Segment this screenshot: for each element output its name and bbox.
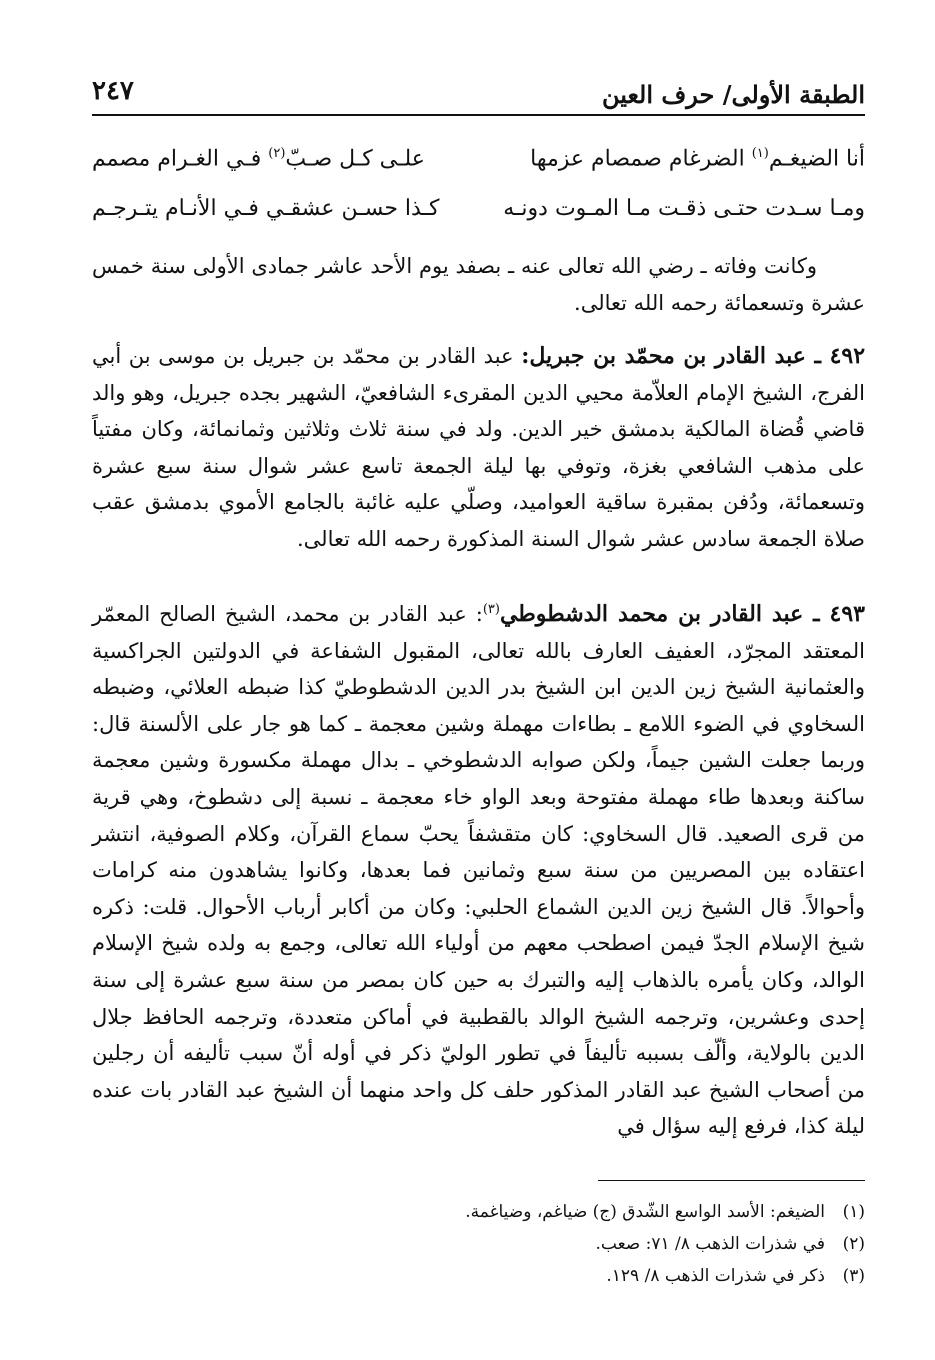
header-divider (92, 114, 865, 116)
entry-492 (92, 338, 865, 558)
footnote-3-text: ذكر في شذرات الذهب ٨/ ١٢٩. (606, 1266, 825, 1286)
footnote-3-number: (٣) (842, 1266, 865, 1286)
poem-verse-1 (92, 146, 865, 186)
verse-1-first-hemistich (530, 146, 865, 171)
footnote-1 (300, 1196, 865, 1228)
entry-492-heading: ٤٩٢ ـ عبد القادر بن محمّد بن جبريل: (521, 343, 866, 369)
verse-1-second-hemistich (92, 146, 425, 171)
entry-493-body: : عبد القادر بن محمد، الشيخ الصالح المعمّر المعتقد المجرّد، العفيف العارف بالله تعالى، المقبول الشفاعة في الدولتين الجراكسية والعثمانية الشيخ زين الدين ابن الشيخ بدر الدين الدشطوطيّ كذا ضبطه العلائي، وضبطه السخاوي في الضوء اللامع ـ بطاءات مهملة وشين معجمة ـ كما هو جار على الألسنة قال: وربما جعلت الشين جيماً، ولكن صوابه الدشطوخي ـ بدال مهملة مكسورة وشين معجمة ساكنة وبعدها طاء مهملة مفتوحة وبعد الواو خاء معجمة ـ نسبة إلى دشطوخ، وهي قرية من قرى الصعيد. قال السخاوي: كان متقشفاً يحبّ سماع القرآن، وكلام الصوفية، انتشر اعتقاده بين المصريين من سنة سبع وثمانين فما بعدها، وكانوا يشاهدون منه كرامات وأحوالاً. قال الشيخ زين الدين الشماع الحلبي: وكان من أكابر أرباب الأحوال. قلت: ذكره شيخ الإسلام الجدّ فيمن اصطحب معهم من أولياء الله تعالى، وجمع به ولده شيخ الإسلام الوالد، وكان يأمره بالذهاب إليه والتبرك به حين كان بمصر من سنة سبع عشرة إلى سنة إحدى وعشرين، وترجمه الشيخ الوالد بالقطبية في أماكن متعددة، وترجمه الحافظ جلال الدين بالولاية، وألّف بسببه تأليفاً في تطور الوليّ ذكر في أوله أنّ سبب تأليفه أن رجلين من أصحاب الشيخ عبد القادر المذكور حلف كل واحد منهما أن الشيخ عبد القادر بات عنده ليلة كذا، فرفع إليه سؤال في (92, 602, 865, 1139)
footnote-ref-3[interactable]: (٣) (482, 602, 500, 617)
page-number: ٢٤٧ (92, 76, 134, 106)
header-title: الطبقة الأولى/ حرف العين (601, 80, 865, 109)
verse-1-second-text: علـى كـل صـبّ (285, 146, 425, 172)
footnote-2 (300, 1228, 865, 1260)
footnote-1-number: (١) (842, 1202, 865, 1222)
footnote-divider (598, 1180, 865, 1181)
verse-2-second-hemistich: كـذا حسـن عشقـي فـي الأنـام يتـرجـم (92, 196, 440, 221)
footnote-ref-1[interactable]: (١) (751, 146, 769, 161)
entry-493-heading: ٤٩٣ ـ عبد القادر بن محمد الدشطوطي (499, 601, 865, 627)
entry-492-body: عبد القادر بن محمّد بن جبريل بن موسى بن أبي الفرج، الشيخ الإمام العلاّمة محيي الدين المقرىء الشافعيّ، الشهير بجده جبريل، وهو والد قاضي قُضاة المالكية بدمشق خير الدين. ولد في سنة ثلاث وثلاثين وثمانمائة، وكان مفتياً على مذهب الشافعي بغزة، وتوفي بها ليلة الجمعة تاسع عشر شوال سنة سبع عشرة وتسعمائة، ودُفن بمقبرة ساقية العواميد، وصلّي عليه غائبة بالجامع الأموي بدمشق عقب صلاة الجمعة سادس عشر شوال السنة المذكورة رحمه الله تعالى. (92, 344, 865, 551)
verse-2-first-hemistich: ومـا سـدت حتـى ذقـت مـا المـوت دونـه (503, 196, 865, 221)
verse-1-first-rest: الضرغام صمصام عزمها (530, 146, 752, 172)
footnote-ref-2[interactable]: (٢) (268, 146, 286, 161)
footnote-1-text: الضيغم: الأسد الواسع الشّدق (ج) ضياغم، وضياغمة. (465, 1202, 825, 1222)
footnote-2-text: في شذرات الذهب ٨/ ٧١: صعب. (595, 1234, 825, 1254)
verse-1-first-text: أنا الضيغـم (768, 146, 865, 172)
paragraph-death-note: وكانت وفاته ـ رضي الله تعالى عنه ـ بصفد يوم الأحد عاشر جمادى الأولى سنة خمس عشرة وتسعمائة رحمه الله تعالى. (92, 254, 865, 315)
verse-1-second-rest: فـي الغـرام مصمم (92, 146, 269, 172)
running-header (92, 62, 865, 112)
poem-verse-2 (92, 196, 865, 236)
footnote-3 (300, 1260, 865, 1292)
entry-493 (92, 592, 865, 1145)
footnote-2-number: (٢) (842, 1234, 865, 1254)
footnotes (300, 1196, 865, 1292)
